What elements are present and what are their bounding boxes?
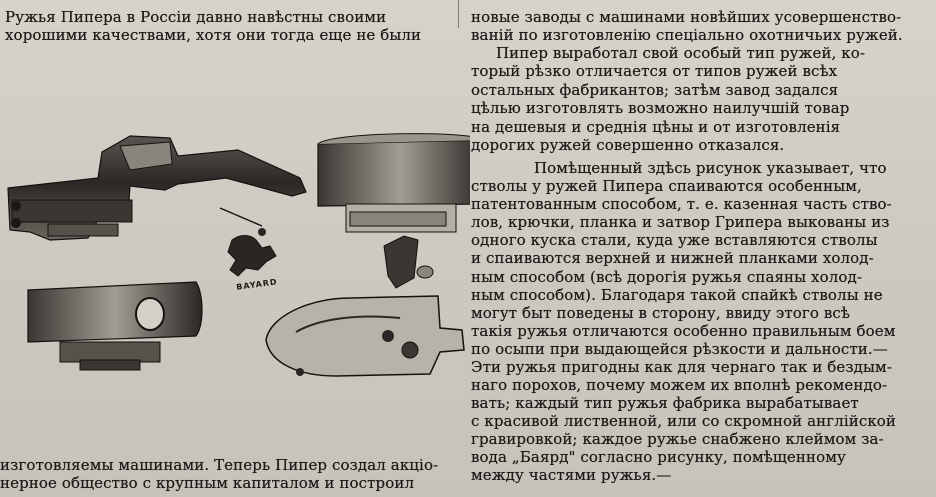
text-line: ным способом (всѣ дорогія ружья спаяны холод- bbox=[471, 268, 863, 286]
text-line: наго порохов, почему можем их вполнѣ рекомендо- bbox=[471, 376, 888, 394]
text-line: ваній по изготовленію спеціально охотничьих ружей. bbox=[471, 26, 903, 44]
bayard-logo bbox=[220, 208, 278, 292]
text-line: Помѣщенный здѣсь рисунок указывает, что bbox=[534, 159, 887, 177]
text-line: стволы у ружей Пипера спаиваются особенным, bbox=[471, 177, 862, 195]
illustration-svg bbox=[0, 128, 470, 418]
text-line: цѣлью изготовлять возможно наилучшій товар bbox=[471, 99, 850, 117]
text-line: изготовляемы машинами. Теперь Пипер создал акціо- bbox=[0, 456, 439, 474]
text-line: нерное общество с крупным капиталом и построил bbox=[0, 474, 415, 492]
text-line: дорогих ружей совершенно отказался. bbox=[471, 136, 785, 154]
text-line: вода „Баярд" согласно рисунку, помѣщенному bbox=[471, 448, 846, 466]
text-line: между частями ружья.— bbox=[471, 466, 672, 484]
text-line: остальных фабрикантов; затѣм завод задался bbox=[471, 81, 839, 99]
text-line: одного куска стали, куда уже вставляются стволы bbox=[471, 231, 878, 249]
text-line: вать; каждый тип ружья фабрика вырабатывает bbox=[471, 394, 859, 412]
barrel-lump-part bbox=[28, 282, 202, 370]
text-line: гравировкой; каждое ружье снабжено клеймом за- bbox=[471, 430, 884, 448]
lock-action-part bbox=[266, 236, 464, 376]
text-line: торый рѣзко отличается от типов ружей всѣх bbox=[471, 62, 838, 80]
text-line: Ружья Пипера в Россіи давно навѣстны своими bbox=[5, 8, 387, 26]
gun-parts-illustration bbox=[0, 128, 470, 418]
text-line: по осыпи при выдающейся рѣзкости и дальности.— bbox=[471, 340, 888, 358]
text-line: могут быт поведены в сторону, ввиду этого всѣ bbox=[471, 304, 851, 322]
bayard-logo-text: BAYARD bbox=[235, 277, 279, 292]
text-line: с красивой лиственной, или со скромной англійской bbox=[471, 412, 897, 430]
text-line: Эти ружья пригодны как для чернаго так и бездым- bbox=[471, 358, 892, 376]
text-line: лов, крючки, планка и затвор Грипера выкованы из bbox=[471, 213, 890, 231]
text-line: патентованным способом, т. е. казенная часть ство- bbox=[471, 195, 892, 213]
barrel-breech-part bbox=[318, 134, 470, 232]
text-line: Пипер выработал свой особый тип ружей, ко- bbox=[496, 44, 866, 62]
text-line: ным способом). Благодаря такой спайкѣ стволы не bbox=[471, 286, 883, 304]
text-line: хорошими качествами, хотя они тогда еще не были bbox=[5, 26, 422, 44]
action-frame-part bbox=[8, 136, 306, 240]
column-divider bbox=[458, 0, 459, 28]
text-line: такія ружья отличаются особенно правильным боем bbox=[471, 322, 896, 340]
text-line: новые заводы с машинами новѣйших усовершенство- bbox=[471, 8, 902, 26]
text-line: и спаиваются верхней и нижней планками холод- bbox=[471, 249, 874, 267]
text-line: на дешевыя и среднія цѣны и от изготовленія bbox=[471, 118, 841, 136]
